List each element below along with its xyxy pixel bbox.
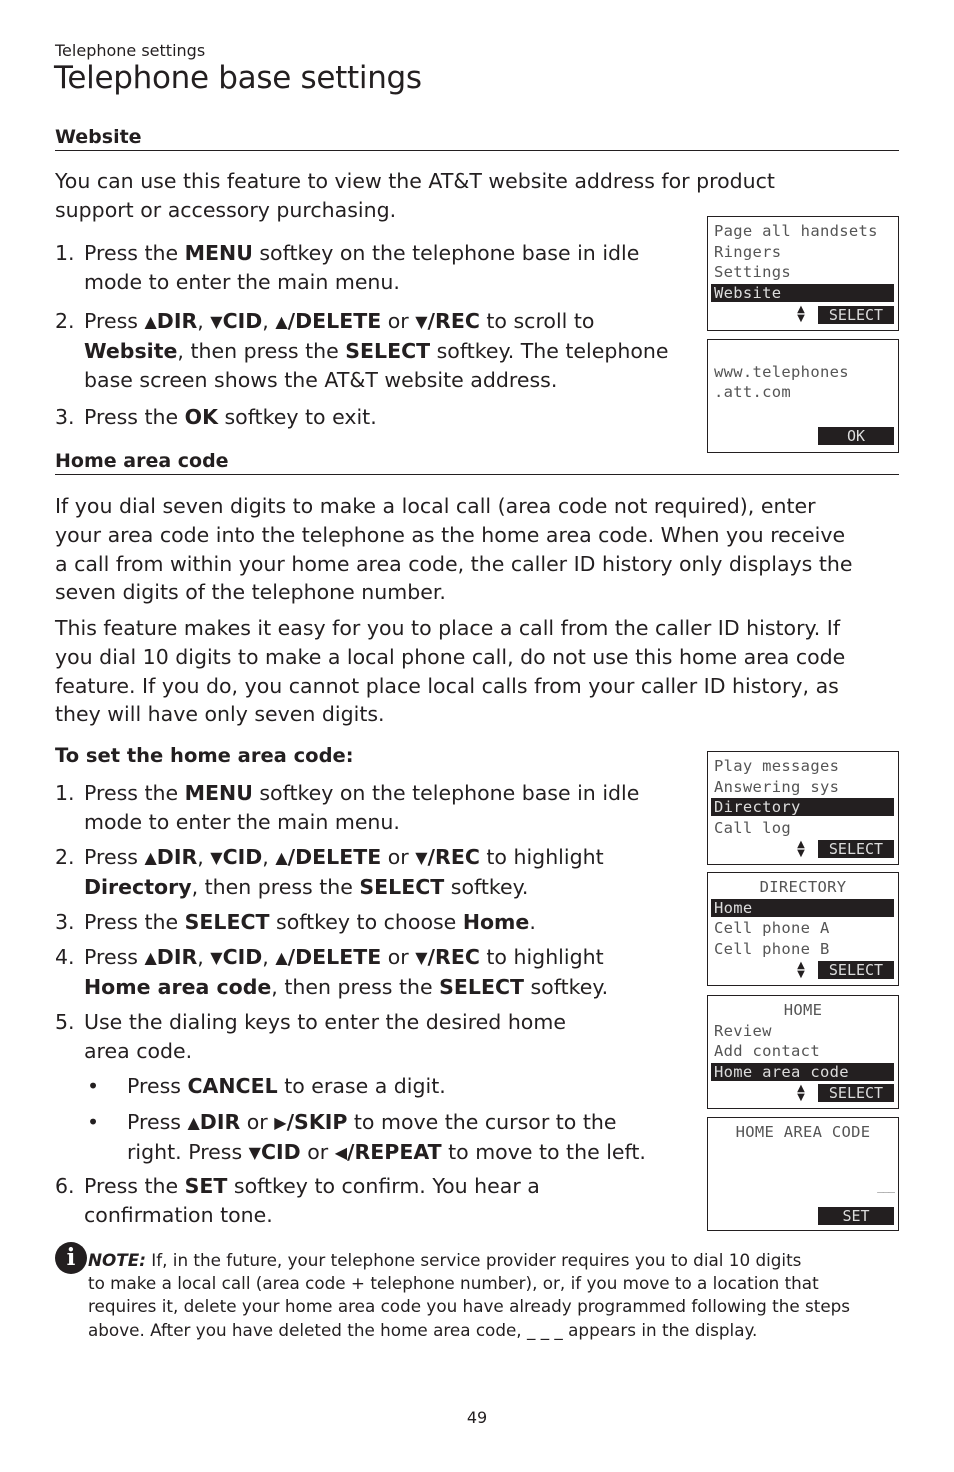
page-number: 49 (466, 1408, 488, 1427)
text: to move to the left. (441, 1139, 646, 1164)
note-line: requires it, delete your home area code you have already programmed following the steps (88, 1296, 851, 1317)
up-triangle-icon: ▲ (275, 948, 288, 967)
key-name: CID (260, 1139, 301, 1164)
text-line: seven digits of the telephone number. (55, 580, 446, 605)
down-triangle-icon: ▼ (415, 948, 428, 967)
text: Press the (84, 241, 185, 265)
step-text (84, 779, 639, 837)
left-triangle-icon: ◀ (334, 1142, 348, 1162)
key-name: /REC (427, 309, 480, 333)
text: to highlight (479, 945, 604, 969)
text: Press the (84, 910, 185, 934)
text: . (529, 910, 536, 934)
softkey-label: SELECT (818, 306, 894, 324)
softkey-label: OK (818, 427, 894, 445)
text: or (240, 1110, 275, 1134)
page-title: Telephone base settings (54, 60, 422, 96)
up-triangle-icon: ▲ (275, 312, 288, 331)
up-triangle-icon: ▲ (187, 1113, 200, 1132)
key-name: DIR (156, 845, 198, 869)
section-heading-home-area-code: Home area code (55, 450, 899, 475)
text: Press (84, 309, 145, 333)
key-name: OK (184, 405, 218, 429)
scroll-arrows-icon: ▲ ▼ (797, 960, 805, 980)
menu-line: Cell phone A (714, 919, 830, 937)
step-text: Press ▲DIR, ▼CID, ▲/DELETE or ▼/REC to highlight Home area code, then press the SELECT softkey. (84, 945, 609, 999)
home-area-paragraph-1 (55, 492, 853, 607)
key-name: /SKIP (286, 1110, 348, 1134)
key-name: CID (222, 309, 263, 333)
text: to scroll to (479, 309, 595, 333)
key-name: /REC (427, 945, 480, 969)
text: Press the (84, 781, 185, 805)
key-name: CANCEL (187, 1074, 278, 1098)
menu-line: Settings (714, 263, 792, 281)
key-name: SET (184, 1174, 228, 1198)
scroll-arrows-icon: ▲ ▼ (797, 1083, 805, 1103)
up-triangle-icon: ▲ (275, 848, 288, 867)
menu-line-highlighted: Home area code (711, 1063, 894, 1081)
step-number: 6. (55, 1174, 75, 1198)
text-line: your area code into the telephone as the home area code. When you receive (55, 522, 846, 547)
text: Press the (84, 1174, 185, 1198)
menu-item-name: Website (84, 338, 178, 363)
display-line: .att.com (714, 383, 792, 401)
text: Press (127, 1074, 188, 1098)
down-triangle-icon: ▼ (210, 948, 223, 967)
step-number: 4. (55, 945, 75, 969)
display-line: www.telephones (714, 363, 849, 381)
text: Press (84, 945, 145, 969)
text-line: support or accessory purchasing. (55, 197, 397, 222)
text-line: you dial 10 digits to make a local phone call, do not use this home area code (55, 644, 846, 669)
softkey-label: SET (818, 1207, 894, 1225)
softkey-label: SELECT (818, 840, 894, 858)
text: , then press the (177, 338, 346, 363)
key-name: SELECT (359, 874, 445, 899)
text: , then press the (271, 974, 440, 999)
text: softkey on the telephone base in idle (252, 781, 640, 805)
step-number: 1. (55, 781, 75, 805)
scroll-arrows-icon: ▲ ▼ (797, 304, 805, 324)
text: softkey to choose (269, 910, 463, 934)
text: Press (127, 1110, 188, 1134)
lcd-screen-main-menu-directory (707, 751, 899, 865)
step-number: 2. (55, 845, 75, 869)
procedure-subheading: To set the home area code: (55, 744, 354, 767)
text: area code. (84, 1038, 193, 1063)
lcd-screen-main-menu (707, 216, 899, 331)
text: If, in the future, your telephone service provider requires you to dial 10 digits (145, 1250, 802, 1270)
key-name: /DELETE (287, 309, 382, 333)
menu-line: Page all handsets (714, 222, 878, 240)
note-line: to make a local call (area code + telephone number), or, if you move to a location that (88, 1273, 819, 1294)
text-line: You can use this feature to view the AT&T website address for product (55, 169, 775, 193)
text: to highlight (479, 845, 604, 869)
step-number: 1. (55, 241, 75, 265)
menu-line: Add contact (714, 1042, 820, 1060)
text: Press (84, 845, 145, 869)
menu-item-name: Home area code (84, 974, 272, 999)
key-name: /DELETE (287, 845, 382, 869)
lcd-screen-website (707, 339, 899, 453)
key-name: /REC (427, 845, 480, 869)
key-name: SELECT (439, 974, 524, 999)
up-triangle-icon: ▲ (144, 848, 157, 867)
down-triangle-icon: ▼ (415, 848, 428, 867)
text-line: they will have only seven digits. (55, 702, 385, 727)
screen-title: HOME (783, 1001, 823, 1019)
menu-line: Review (714, 1022, 772, 1040)
text: or (381, 945, 416, 969)
key-name: /REPEAT (347, 1139, 442, 1164)
text: base screen shows the AT&T website address. (84, 367, 558, 392)
text: softkey. (444, 874, 529, 899)
step-text (84, 1172, 540, 1230)
text: mode to enter the main menu. (84, 809, 400, 834)
text: mode to enter the main menu. (84, 269, 400, 294)
menu-item-name: Home (462, 910, 530, 934)
breadcrumb: Telephone settings (55, 41, 206, 60)
key-name: DIR (199, 1110, 241, 1134)
bullet-icon: • (87, 1110, 100, 1134)
step-number: 3. (55, 910, 75, 934)
note-line (88, 1249, 898, 1272)
text: Press the (84, 405, 185, 429)
text: softkey on the telephone base in idle (252, 241, 640, 265)
text: or (381, 845, 416, 869)
key-name: CID (222, 945, 263, 969)
key-name: /DELETE (287, 945, 382, 969)
text: to move the cursor to the (347, 1110, 617, 1134)
text: or (381, 309, 416, 333)
step-text: Press ▲DIR, ▼CID, ▲/DELETE or ▼/REC to scroll to Website, then press the SELECT softkey. The telephone base screen shows the AT&T website address. (84, 309, 669, 392)
home-area-paragraph-2 (55, 614, 845, 729)
area-code-entry: ___ (877, 1180, 894, 1193)
text: confirmation tone. (84, 1202, 273, 1227)
menu-line: Cell phone B (714, 940, 830, 958)
text: , then press the (191, 874, 360, 899)
down-triangle-icon: ▼ (210, 312, 223, 331)
step-text (84, 908, 536, 937)
down-triangle-icon: ▼ (210, 848, 223, 867)
text: softkey. (523, 974, 609, 999)
info-icon: i (55, 1242, 87, 1274)
key-name: DIR (156, 309, 198, 333)
key-name: CID (222, 845, 263, 869)
text: to erase a digit. (277, 1074, 446, 1098)
text-line: This feature makes it easy for you to place a call from the caller ID history. If (55, 616, 841, 640)
menu-line: Play messages (714, 757, 840, 775)
up-triangle-icon: ▲ (144, 948, 157, 967)
step-number: 3. (55, 405, 75, 429)
up-triangle-icon: ▲ (144, 312, 157, 331)
screen-title: HOME AREA CODE (735, 1123, 871, 1141)
step-text (84, 239, 639, 297)
lcd-screen-directory (707, 872, 899, 986)
text: softkey to exit. (217, 405, 377, 429)
step-number: 2. (55, 309, 75, 333)
step-text (84, 403, 377, 432)
down-triangle-icon: ▼ (415, 312, 428, 331)
text: or (300, 1139, 335, 1164)
menu-line-highlighted: Directory (711, 798, 894, 816)
text-line: If you dial seven digits to make a local call (area code not required), enter (55, 494, 816, 518)
website-intro (55, 167, 775, 225)
softkey-label: SELECT (818, 961, 894, 979)
step-number: 5. (55, 1010, 75, 1034)
lcd-screen-home (707, 995, 899, 1109)
scroll-arrows-icon: ▲ ▼ (797, 839, 805, 859)
text: right. Press (127, 1139, 249, 1164)
text: softkey. The telephone (430, 338, 669, 363)
menu-line: Answering sys (714, 778, 840, 796)
menu-item-name: Directory (84, 874, 192, 899)
note-block (88, 1249, 898, 1342)
text: Use the dialing keys to enter the desired home (84, 1010, 566, 1034)
key-name: MENU (184, 781, 253, 805)
menu-line-highlighted: Home (711, 899, 894, 917)
text-line: a call from within your home area code, the caller ID history only displays the (55, 551, 853, 576)
text-line: feature. If you do, you cannot place local calls from your caller ID history, as (55, 673, 839, 698)
section-heading-website: Website (55, 126, 899, 151)
step-text (84, 1008, 566, 1066)
menu-line: Call log (714, 819, 792, 837)
lcd-screen-home-area-code (707, 1117, 899, 1231)
down-triangle-icon: ▼ (248, 1142, 261, 1162)
step-text: Press ▲DIR, ▼CID, ▲/DELETE or ▼/REC to highlight Directory, then press the SELECT softkey. (84, 845, 604, 899)
bullet-text (127, 1072, 446, 1101)
note-label: NOTE: (88, 1250, 146, 1270)
bullet-text (127, 1108, 646, 1168)
key-name: SELECT (345, 338, 431, 363)
bullet-icon: • (87, 1074, 100, 1098)
key-name: DIR (156, 945, 198, 969)
note-line: above. After you have deleted the home area code, _ _ _ appears in the display. (88, 1319, 758, 1340)
right-triangle-icon: ▶ (274, 1113, 287, 1132)
menu-line-highlighted: Website (711, 284, 894, 302)
screen-title: DIRECTORY (759, 878, 847, 896)
text: softkey to confirm. You hear a (227, 1174, 540, 1198)
key-name: MENU (184, 241, 253, 265)
menu-line: Ringers (714, 243, 782, 261)
key-name: SELECT (184, 910, 270, 934)
softkey-label: SELECT (818, 1084, 894, 1102)
